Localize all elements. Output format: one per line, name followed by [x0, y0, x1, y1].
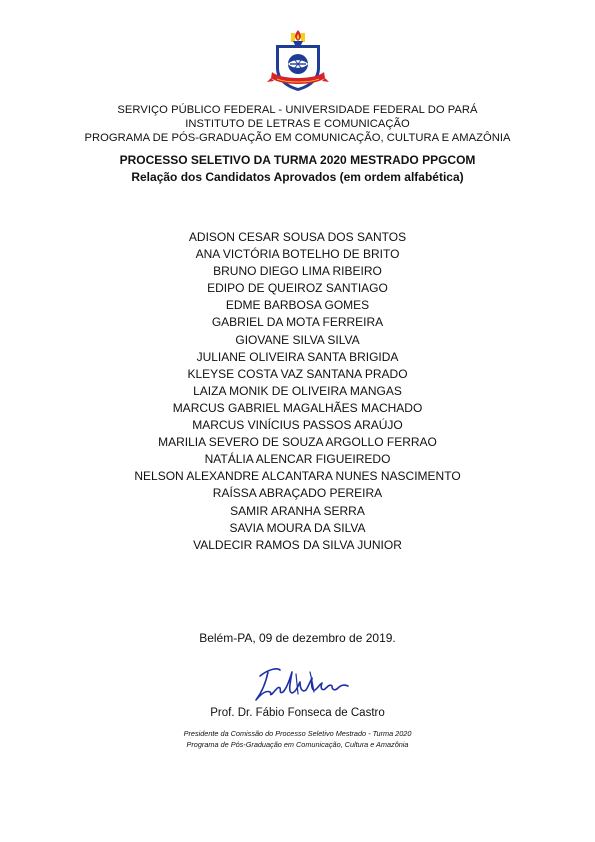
- list-item: VALDECIR RAMOS DA SILVA JUNIOR: [193, 537, 402, 552]
- document-title: PROCESSO SELETIVO DA TURMA 2020 MESTRADO PPGCOM: [119, 153, 476, 167]
- list-item: GIOVANE SILVA SILVA: [235, 332, 360, 347]
- signer-name: Prof. Dr. Fábio Fonseca de Castro: [210, 707, 385, 719]
- list-item: MARCUS GABRIEL MAGALHÃES MACHADO: [172, 400, 423, 415]
- document-titles: [0, 152, 595, 186]
- list-item: GABRIEL DA MOTA FERREIRA: [211, 315, 384, 330]
- header-line-institute: INSTITUTO DE LETRAS E COMUNICAÇÃO: [185, 117, 410, 130]
- date-line: Belém-PA, 09 de dezembro de 2019.: [199, 631, 396, 645]
- list-item: LAIZA MONIK DE OLIVEIRA MANGAS: [193, 383, 402, 398]
- list-item: KLEYSE COSTA VAZ SANTANA PRADO: [187, 366, 408, 381]
- list-item: NELSON ALEXANDRE ALCANTARA NUNES NASCIMENTO: [134, 469, 461, 484]
- header-line-program: PROGRAMA DE PÓS-GRADUAÇÃO EM COMUNICAÇÃO, CULTURA E AMAZÔNIA: [84, 131, 511, 144]
- header-line-federal-service: SERVIÇO PÚBLICO FEDERAL - UNIVERSIDADE FEDERAL DO PARÁ: [117, 104, 478, 116]
- list-item: RAÍSSA ABRAÇADO PEREIRA: [212, 486, 383, 501]
- university-crest-icon: [267, 28, 329, 94]
- approved-candidates-list: [0, 229, 595, 554]
- handwritten-signature-icon: [252, 660, 352, 704]
- list-item: ADISON CESAR SOUSA DOS SANTOS: [188, 230, 407, 244]
- list-item: SAVIA MOURA DA SILVA: [229, 520, 366, 535]
- list-item: MARCUS VINÍCIUS PASSOS ARAÚJO: [192, 418, 403, 433]
- list-item: SAMIR ARANHA SERRA: [230, 503, 365, 518]
- list-item: EDME BARBOSA GOMES: [225, 298, 370, 313]
- list-item: NATÁLIA ALENCAR FIGUEIREDO: [204, 452, 391, 467]
- list-item: BRUNO DIEGO LIMA RIBEIRO: [213, 264, 382, 279]
- list-item: JULIANE OLIVEIRA SANTA BRIGIDA: [196, 349, 399, 364]
- list-item: EDIPO DE QUEIROZ SANTIAGO: [207, 281, 388, 296]
- footer-line-role: Presidente da Comissão do Processo Seletivo Mestrado - Turma 2020: [183, 729, 412, 738]
- signer-footer: [0, 729, 595, 751]
- footer-line-program: Programa de Pós-Graduação em Comunicação, Cultura e Amazônia: [186, 739, 409, 749]
- document-subtitle: Relação dos Candidatos Aprovados (em ordem alfabética): [131, 170, 464, 184]
- institution-header: [0, 104, 595, 145]
- list-item: MARILIA SEVERO DE SOUZA ARGOLLO FERRAO: [158, 435, 437, 450]
- list-item: ANA VICTÓRIA BOTELHO DE BRITO: [195, 247, 400, 262]
